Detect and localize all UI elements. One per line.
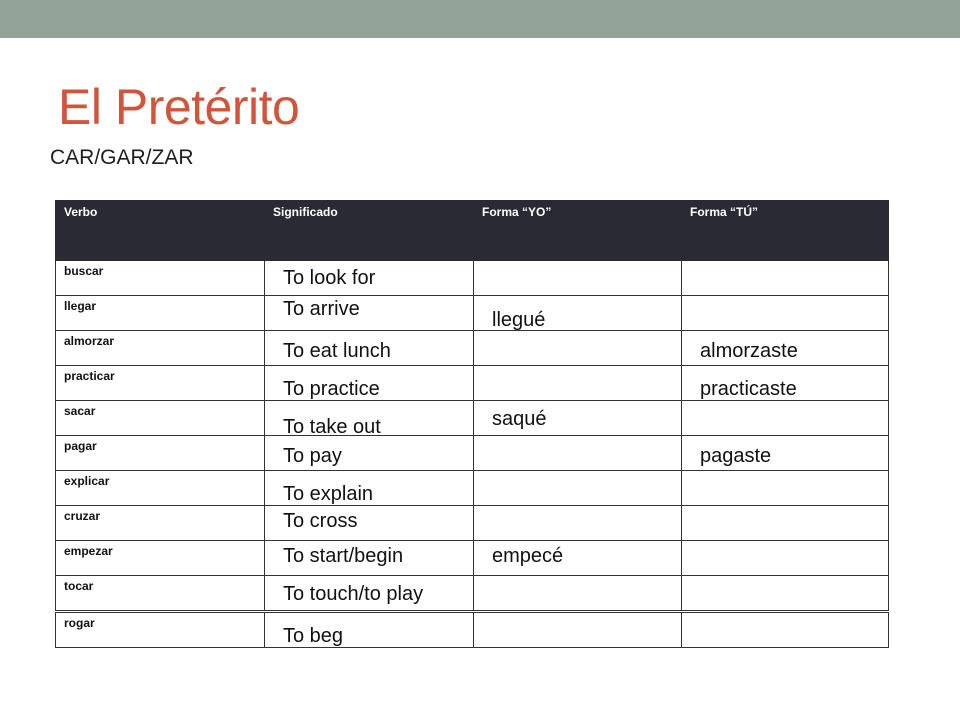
meaning-cell — [265, 261, 474, 296]
yo-cell — [474, 436, 682, 471]
meaning-text: To beg — [283, 625, 344, 647]
yo-text: saqué — [492, 408, 547, 430]
verb-cell: empezar — [56, 541, 265, 576]
yo-cell — [474, 261, 682, 296]
verb-cell: explicar — [56, 471, 265, 506]
tu-text: pagaste — [700, 445, 772, 467]
tu-cell — [682, 576, 889, 612]
header-forma-yo: Forma “YO” — [474, 201, 682, 261]
tu-cell — [682, 436, 889, 471]
yo-cell — [474, 506, 682, 541]
meaning-cell — [265, 612, 474, 648]
tu-cell — [682, 506, 889, 541]
tu-cell — [682, 612, 889, 648]
table-row — [56, 541, 889, 576]
yo-cell — [474, 296, 682, 331]
slide-subtitle: CAR/GAR/ZAR — [50, 146, 194, 169]
verb-table-container — [55, 200, 888, 648]
table-row — [56, 576, 889, 612]
verb-cell: almorzar — [56, 331, 265, 366]
yo-cell — [474, 471, 682, 506]
verb-cell: buscar — [56, 261, 265, 296]
tu-cell — [682, 541, 889, 576]
tu-cell — [682, 366, 889, 401]
yo-text: empecé — [492, 545, 564, 567]
meaning-text: To eat lunch — [283, 340, 391, 362]
tu-cell — [682, 296, 889, 331]
tu-cell — [682, 401, 889, 436]
verb-cell: pagar — [56, 436, 265, 471]
meaning-text: To start/begin — [283, 545, 404, 567]
meaning-cell — [265, 436, 474, 471]
tu-cell — [682, 261, 889, 296]
meaning-cell — [265, 506, 474, 541]
meaning-text: To practice — [283, 378, 380, 400]
verb-table — [55, 200, 889, 648]
meaning-cell — [265, 331, 474, 366]
meaning-cell — [265, 541, 474, 576]
table-row — [56, 296, 889, 331]
meaning-text: To look for — [283, 267, 376, 289]
table-row — [56, 366, 889, 401]
table-row — [56, 506, 889, 541]
verb-cell: tocar — [56, 576, 265, 612]
meaning-cell — [265, 296, 474, 331]
meaning-cell — [265, 471, 474, 506]
tu-cell — [682, 331, 889, 366]
tu-cell — [682, 471, 889, 506]
yo-text: llegué — [492, 309, 546, 331]
header-verbo: Verbo — [56, 201, 265, 261]
meaning-text: To touch/to play — [283, 583, 424, 605]
meaning-cell — [265, 576, 474, 612]
yo-cell — [474, 612, 682, 648]
verb-cell: llegar — [56, 296, 265, 331]
meaning-text: To arrive — [283, 298, 360, 320]
verb-cell: rogar — [56, 612, 265, 648]
meaning-text: To cross — [283, 510, 358, 532]
header-significado: Significado — [265, 201, 474, 261]
table-row — [56, 401, 889, 436]
slide-title: El Pretérito — [58, 79, 300, 135]
yo-cell — [474, 366, 682, 401]
meaning-text: To explain — [283, 483, 374, 505]
yo-cell — [474, 331, 682, 366]
table-row — [56, 261, 889, 296]
meaning-cell — [265, 366, 474, 401]
table-header-row — [56, 201, 889, 261]
tu-text: almorzaste — [700, 340, 798, 362]
yo-cell — [474, 576, 682, 612]
table-row — [56, 612, 889, 648]
header-forma-tu: Forma “TÚ” — [682, 201, 889, 261]
verb-cell: practicar — [56, 366, 265, 401]
meaning-text: To take out — [283, 416, 381, 438]
table-row — [56, 471, 889, 506]
yo-cell — [474, 401, 682, 436]
verb-cell: sacar — [56, 401, 265, 436]
yo-cell — [474, 541, 682, 576]
meaning-text: To pay — [283, 445, 342, 467]
tu-text: practicaste — [700, 378, 797, 400]
top-accent-bar — [0, 0, 960, 38]
verb-cell: cruzar — [56, 506, 265, 541]
meaning-cell — [265, 401, 474, 436]
table-row — [56, 436, 889, 471]
table-row — [56, 331, 889, 366]
